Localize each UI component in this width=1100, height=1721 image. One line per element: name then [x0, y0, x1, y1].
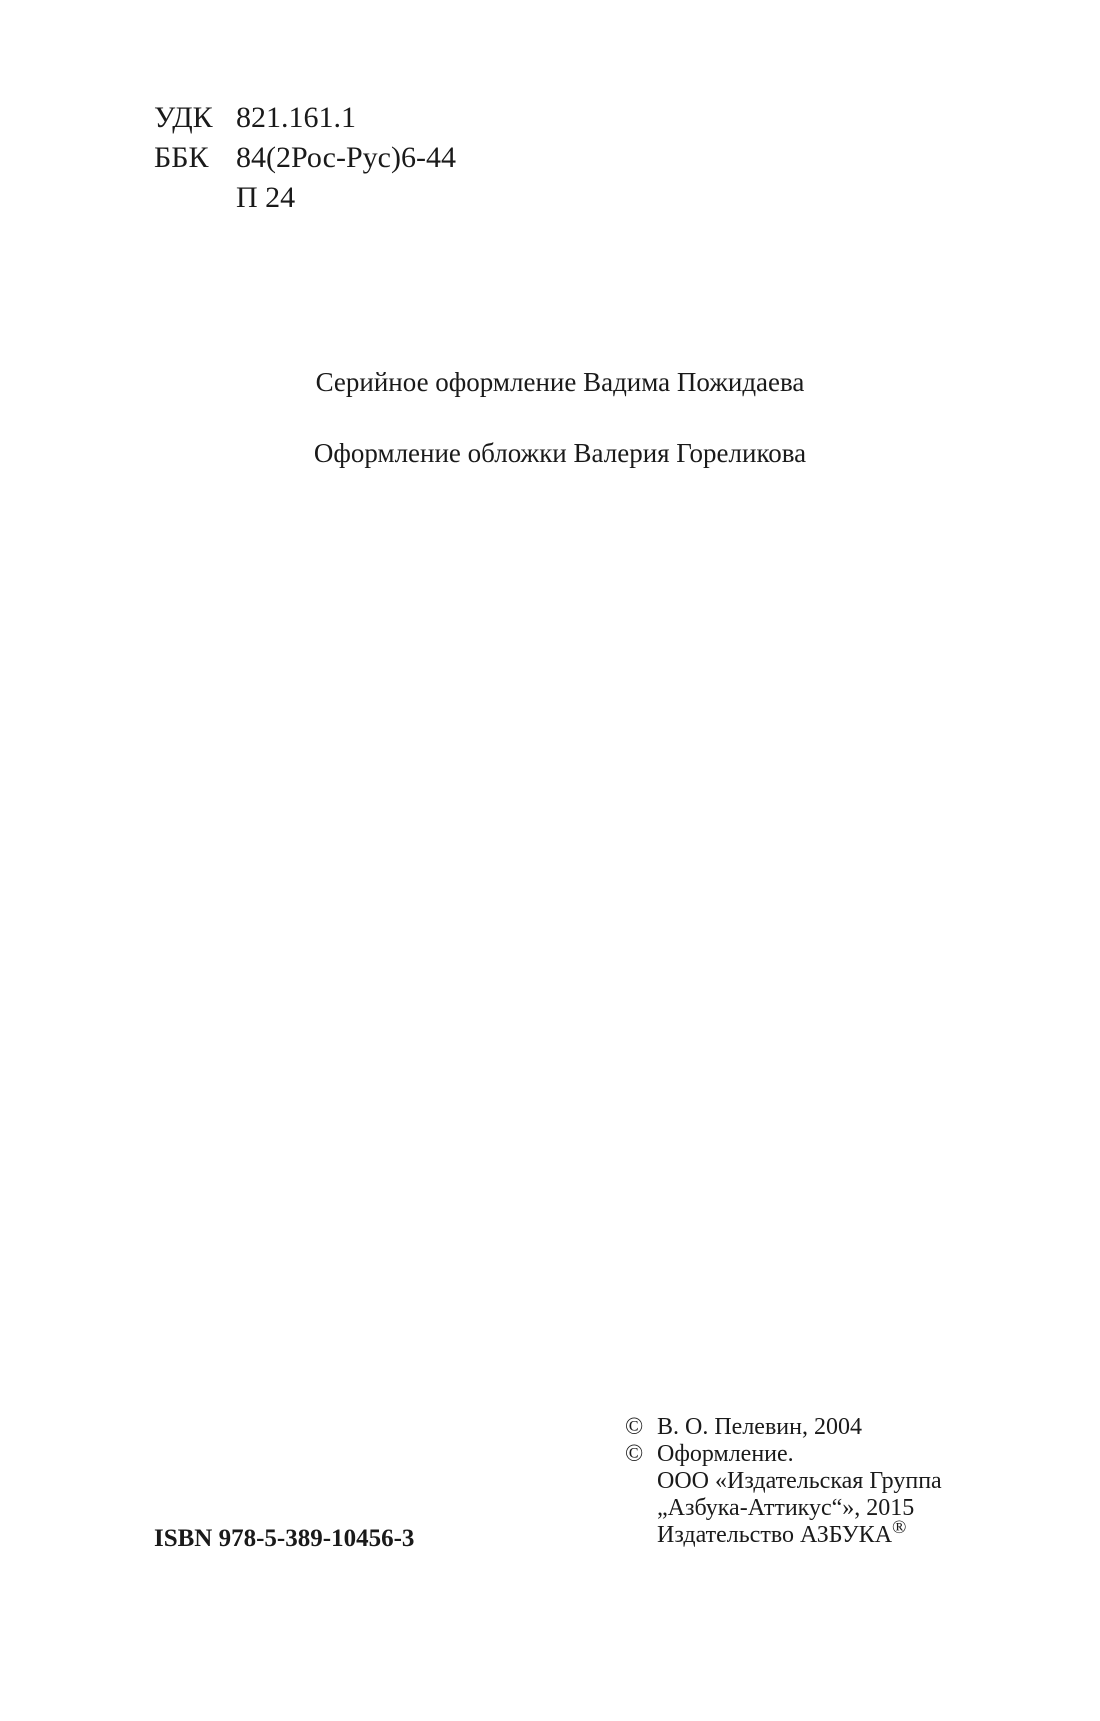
- copyright-design: Оформление.: [657, 1441, 794, 1467]
- bbk-row: [154, 138, 456, 178]
- publisher-line-3-row: [625, 1517, 942, 1549]
- publisher-line-3: Издательство АЗБУКА: [657, 1522, 893, 1548]
- udk-row: [154, 98, 456, 138]
- copyright-author: В. О. Пелевин, 2004: [657, 1414, 862, 1440]
- bbk-value: 84(2Рос-Рус)6-44: [236, 141, 456, 174]
- isbn: ISBN 978-5-389-10456-3: [154, 1525, 415, 1552]
- copyright-design-row: [625, 1441, 942, 1468]
- author-mark-row: [154, 178, 456, 218]
- copyright-icon: ©: [625, 1441, 644, 1467]
- registered-mark-icon: ®: [892, 1517, 907, 1538]
- udk-value: 821.161.1: [236, 101, 356, 134]
- copyright-icon: ©: [625, 1414, 644, 1440]
- classification-block: [154, 98, 456, 218]
- copyright-author-row: [625, 1414, 942, 1441]
- bbk-label: ББК: [154, 141, 209, 174]
- author-mark: П 24: [236, 181, 296, 214]
- cover-design-credit: Оформление обложки Валерия Гореликова: [313, 438, 807, 468]
- publisher-line-1: ООО «Издательская Группа: [657, 1468, 942, 1494]
- series-design-credit: Серийное оформление Вадима Пожидаева: [315, 367, 805, 397]
- udk-label: УДК: [154, 101, 213, 134]
- publisher-line-2: „Азбука-Аттикус“», 2015: [657, 1495, 915, 1521]
- copyright-block: [625, 1414, 942, 1549]
